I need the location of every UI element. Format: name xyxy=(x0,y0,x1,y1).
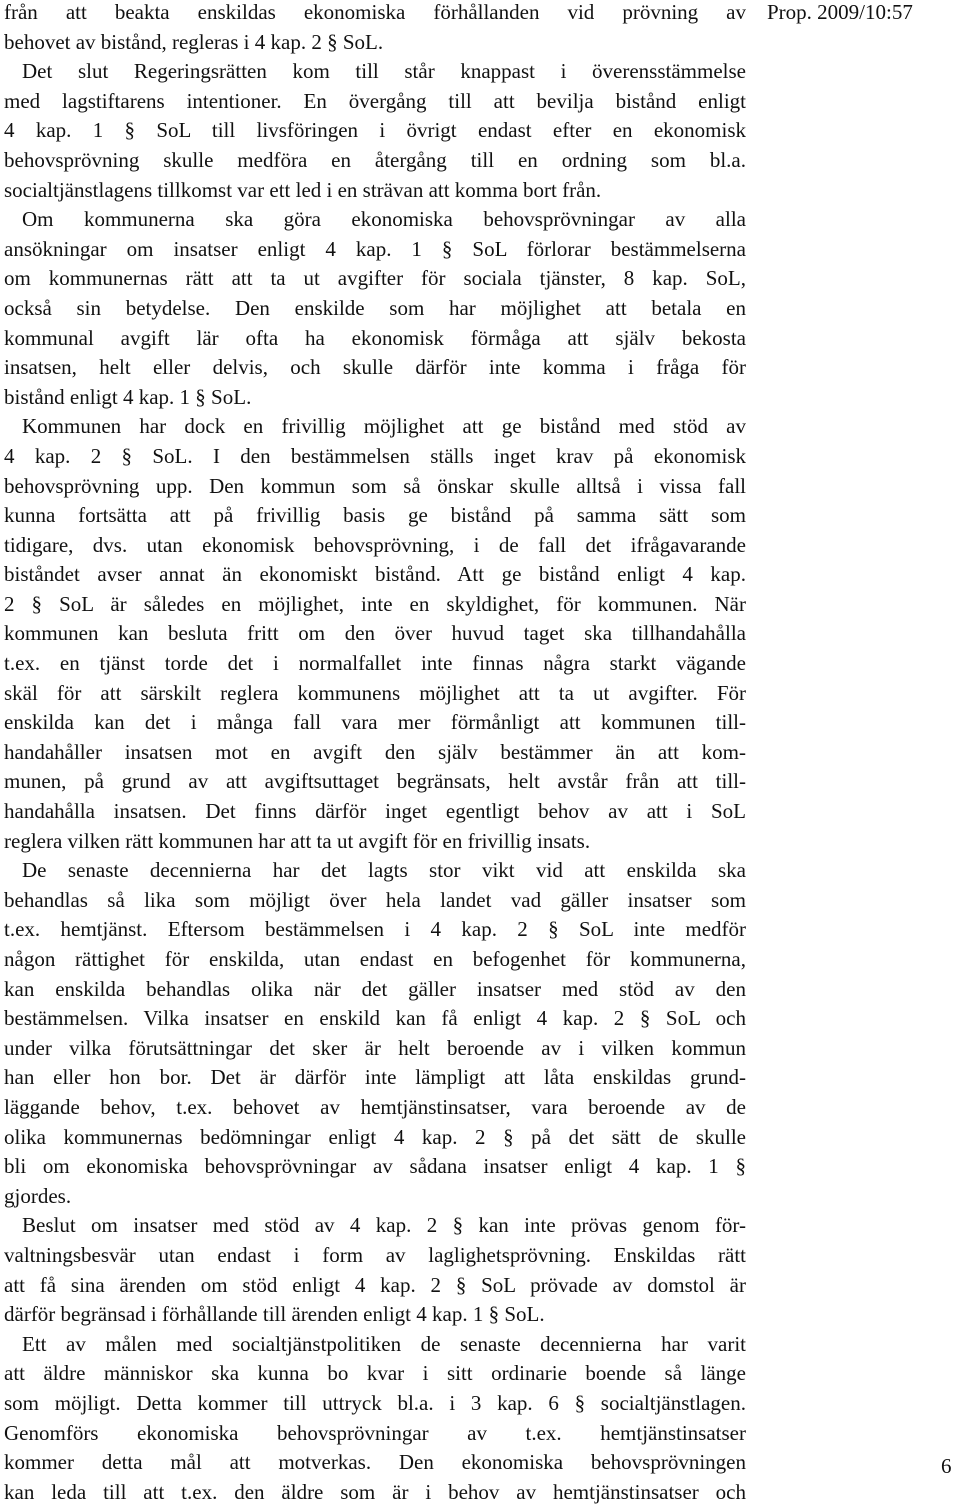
text-line: handahåller insatsen mot en avgift den själv bestämmer än att kom- xyxy=(4,739,746,764)
text-line: Det slut Regeringsrätten kom till står knappast i överensstämmelse xyxy=(22,59,746,84)
text-line: behovet av bistånd, regleras i 4 kap. 2 § SoL. xyxy=(4,29,384,54)
text-line: biståndet avser annat än ekonomiskt bistånd. Att ge bistånd enligt 4 kap. xyxy=(4,562,746,587)
text-line: om kommunernas rätt att ta ut avgifter för sociala tjänster, 8 kap. SoL, xyxy=(4,266,746,291)
text-line: under vilka förutsättningar det sker är helt beroende av i vilken kommun xyxy=(4,1035,746,1060)
text-line: kommer detta mål att motverkas. Den ekonomiska behovsprövningen xyxy=(4,1450,746,1475)
text-line: socialtjänstlagens tillkomst var ett led i en strävan att komma bort från. xyxy=(4,177,602,202)
page-number: 6 xyxy=(941,1454,952,1478)
text-line: behovsprövning skulle medföra en återgång till en ordning som bl.a. xyxy=(4,147,746,172)
text-line: bestämmelsen. Vilka insatser en enskild kan få enligt 4 kap. 2 § SoL och xyxy=(4,1006,746,1031)
text-line: kan leda till att t.ex. den äldre som är i behov av hemtjänstinsatser och xyxy=(4,1479,746,1504)
text-line: Beslut om insatser med stöd av 4 kap. 2 § kan inte prövas genom för- xyxy=(22,1213,746,1238)
text-line: 2 § SoL är således en möjlighet, inte en skyldighet, för kommunen. När xyxy=(4,591,746,616)
text-line: handahålla insatsen. Det finns därför inget egentligt behov av att i SoL xyxy=(4,799,746,824)
text-line: bli om ekonomiska behovsprövningar av sådana insatser enligt 4 kap. 1 § xyxy=(4,1154,746,1179)
text-line: bistånd enligt 4 kap. 1 § SoL. xyxy=(4,384,252,409)
text-line: som möjligt. Detta kommer till uttryck bl.a. i 3 kap. 6 § socialtjänstlagen. xyxy=(4,1390,746,1415)
text-line: t.ex. en tjänst torde det i normalfallet inte finnas några starkt vägande xyxy=(4,651,746,676)
text-line: ansökningar om insatser enligt 4 kap. 1 § SoL förlorar bestämmelserna xyxy=(4,236,746,261)
text-line: kan enskilda behandlas olika när det gäller insatser med stöd av den xyxy=(4,976,746,1001)
text-line: från att beakta enskildas ekonomiska förhållanden vid prövning av xyxy=(4,0,746,24)
text-line: valtningsbesvär utan endast i form av laglighetsprövning. Enskildas rätt xyxy=(4,1242,746,1267)
text-line: enskilda kan det i många fall vara mer förmånligt att kommunen till- xyxy=(4,710,746,735)
text-line: tidigare, dvs. utan ekonomisk behovsprövning, i de fall det ifrågavarande xyxy=(4,532,746,557)
text-line: insatsen, helt eller delvis, och skulle därför inte komma i fråga för xyxy=(4,355,746,380)
text-line: kunna fortsätta att på frivillig basis ge bistånd på samma sätt som xyxy=(4,503,746,528)
text-line: med lagstiftarens intentioner. En övergång till att bevilja bistånd enligt xyxy=(4,88,746,113)
text-line: också sin betydelse. Den enskilde som har möjlighet att betala en xyxy=(4,295,746,320)
text-line: någon rättighet för enskilda, utan endast en befogenhet för kommunerna, xyxy=(4,947,746,971)
text-line: Om kommunerna ska göra ekonomiska behovsprövningar av alla xyxy=(22,207,746,232)
text-line: 4 kap. 2 § SoL. I den bestämmelsen ställs inget krav på ekonomisk xyxy=(4,443,746,468)
text-line: olika kommunernas bedömningar enligt 4 kap. 2 § på det sätt de skulle xyxy=(4,1124,746,1149)
text-line: skäl för att särskilt reglera kommunens möjlighet att ta ut avgifter. För xyxy=(4,680,746,705)
body-text xyxy=(4,0,746,1507)
text-line: kommunen kan besluta fritt om den över huvud taget ska tillhandahålla xyxy=(4,621,746,646)
text-line: att få sina ärenden om stöd enligt 4 kap. 2 § SoL prövade av domstol är xyxy=(4,1272,746,1297)
text-line: munen, på grund av att avgiftsuttaget begränsats, helt avstår från att till- xyxy=(4,769,746,794)
text-line: behandlas så lika som möjligt över hela landet vad gäller insatser som xyxy=(4,887,746,912)
text-line: Kommunen har dock en frivillig möjlighet att ge bistånd med stöd av xyxy=(22,414,746,439)
text-line: gjordes. xyxy=(4,1183,72,1208)
text-line: kommunal avgift lär ofta ha ekonomisk förmåga att själv bekosta xyxy=(4,325,746,350)
text-line: 4 kap. 1 § SoL till livsföringen i övrigt endast efter en ekonomisk xyxy=(4,118,746,143)
text-line: han eller hon bor. Det är därför inte lämpligt att låta enskildas grund- xyxy=(4,1065,746,1090)
text-line: läggande behov, t.ex. behovet av hemtjänstinsatser, vara beroende av de xyxy=(4,1094,746,1119)
text-line: t.ex. hemtjänst. Eftersom bestämmelsen i 4 kap. 2 § SoL inte medför xyxy=(4,917,746,942)
text-line: behovsprövning upp. Den kommun som så önskar skulle alltså i vissa fall xyxy=(4,473,746,498)
text-line: därför begränsad i förhållande till ärenden enligt 4 kap. 1 § SoL. xyxy=(4,1302,545,1327)
text-line: reglera vilken rätt kommunen har att ta ut avgift för en frivillig insats. xyxy=(4,828,591,853)
text-line: att äldre människor ska kunna bo kvar i sitt ordinarie boende så länge xyxy=(4,1361,746,1386)
text-line: Genomförs ekonomiska behovsprövningar av t.ex. hemtjänstinsatser xyxy=(4,1420,746,1445)
proposition-reference: Prop. 2009/10:57 xyxy=(767,0,913,24)
text-line: Ett av målen med socialtjänstpolitiken de senaste decennierna har varit xyxy=(22,1331,746,1356)
text-line: De senaste decennierna har det lagts stor vikt vid att enskilda ska xyxy=(22,858,746,883)
